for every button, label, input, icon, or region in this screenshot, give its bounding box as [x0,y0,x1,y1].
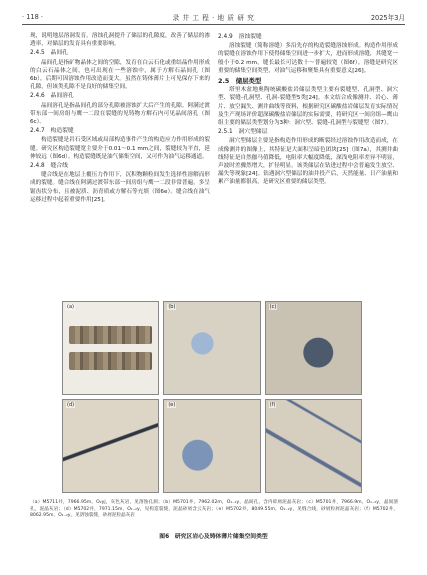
section-body-2-4-5: 晶间孔是指矿物晶体之间的空隙，发育在白云石化或重结晶作用形成的白云石晶体之间，也可出现在一些溶蚀中，属于方解石晶间孔（图6b），后期可因溶蚀作用改造而变大。虽然在铸体薄片上可见保存下来的孔隙，但该类孔隙不是良好的储集空间。 [30,59,210,91]
section-heading-2-4-9: 2.4.9 溶蚀裂缝 [218,34,262,40]
section-heading-2-4-7: 2.4.7 构造裂缝 [30,128,74,135]
core-photo-panel [62,301,159,395]
issue-date: 2025年3月 [370,14,405,22]
thin-section-panel [163,399,260,493]
section-body-2-5: 塔里木盆地奥陶统碳酸盐岩储层类型主要有裂缝型、孔洞型、洞穴型、裂缝-孔洞型、孔洞-裂缝型5类[24]。本文结合成像测井、岩心、薄片、放空漏失、测井曲线等资料，根据研究区碳酸盐岩储层发育实际情况及生产现场评价超深碳酸盐岩储层的实际需要，将研究区一间房组—鹰山组主要的储层类型划分为3种：洞穴型、裂缝-孔洞型与裂缝型（图7）。 [218,87,398,127]
page-number: · 118 · [22,13,43,21]
intro-paragraph: 现，说明地层溶洞发育。溶蚀孔洞提升了储层的孔隙度，改善了储层的渗透率，对储层的发育具有重要影响。 [30,33,210,48]
section-heading-2-4-8: 2.4.8 缝合线 [30,163,68,170]
right-column [218,32,398,187]
figure-note: （a）M5711井，7966.95m，O₂yj，灰色灰岩，见溶蚀孔洞；（b）M5701井，7962.02m，O₁₋₂y，晶间孔，含内碎屑泥晶灰岩；（c）M5701井，7966.9m，O₁₋₂y，晶间溶孔，泥晶灰岩；（d）M5702井，7971.15m，O₁₋₂y，见构造裂缝，泥晶砂屑含云灰岩；（e）M5702井，8049.55m，O₁₋₂y，见缝合线，砂屑粒屑泥晶灰岩；（f）M5702井，8062.95m，O₁₋₂y，见溶蚀裂缝，砂屑泥粒晶灰岩 [30,500,398,519]
panel-label: (f) [269,402,276,408]
panel-label: (a) [67,304,74,310]
thin-section-panel [265,301,362,395]
section-body-2-4-8: 缝合线是在地层上覆压力作用下，沉积物颗粒间发生选择性溶解而形成的裂缝。缝合线在阿满过渡带东部一间房组与鹰一二段非常普遍，多呈锯齿状分布，且被泥质、沥青质或方解石等充填（图6e）。缝合线在油气运移过程中起着重要作用[25]。 [30,172,210,203]
thin-section-panel [163,301,260,395]
panel-label: (c) [269,304,277,310]
core-sample-image [69,352,152,370]
section-heading-2-4-6: 2.4.6 晶间溶孔 [30,93,74,100]
core-sample-image [69,326,152,344]
section-body-2-5-1: 洞穴型储层主要是指构造作用形成的断裂经过溶蚀作用改造而成，在成像测井的图像上，其特征是大面积呈暗色团块[25]（图7a），其测井曲线特征是自然伽马值降低，电阻率大幅度降低，深浅电阻率差异不明显，声波时差骤然增大，扩径明显。该类储层在钻进过程中会普遍发生放空、漏失等现象[24]。钻遇洞穴型储层的油井投产后，天然能量、日产油量和累产油量都很高，是研究区重要的储层类型。 [218,138,398,186]
panel-label: (b) [168,304,176,310]
page-header [22,10,405,25]
journal-title: 录 井 工 程 · 地 质 研 究 [172,14,255,22]
section-heading-2-5-1: 2.5.1 洞穴型储层 [218,129,268,136]
left-column [30,32,210,205]
section-body-2-4-9: 溶蚀裂缝（简称溶缝）多沿先存的构造裂缝溶蚀形成。构造作用形成的裂缝在溶蚀作用下使得储集空间进一步扩大，进而形成溶缝，其缝宽一般小于0.2 mm，缝长最长可达数十～普遍较宽（图6f）。溶缝是研究区重要的储集空间类型，对油气运移和聚集具有重要意义[26]。 [218,43,398,74]
panel-label: (d) [67,402,75,408]
section-body-2-4-6: 晶间溶孔是指晶间孔的部分孔隙被溶蚀扩大后产生的孔隙。阿满过渡带东部一间房组与鹰一二段在裂缝的见铸物方解石内可见晶间溶孔（图6c）。 [30,102,210,126]
section-heading-2-5: 2.5 储层类型 [218,77,262,86]
figure-6 [62,301,362,493]
thin-section-panel [265,399,362,493]
figure-caption: 图6 研究区岩心及铸体薄片储集空间类型 [159,534,268,540]
section-heading-2-4-5: 2.4.5 晶间孔 [30,50,68,57]
thin-section-panel [62,399,159,493]
panel-label: (e) [168,402,176,408]
section-body-2-4-7: 构造裂缝是岩石受区域或局部构造事件产生的构造应力作用形成的裂缝。研究区构造裂缝宽主要介于0.01～0.1 mm之间，裂缝较为平直，延伸较远（图6d）。构造裂缝既是油气储集空间，又可作为油气运移通道。 [30,137,210,160]
